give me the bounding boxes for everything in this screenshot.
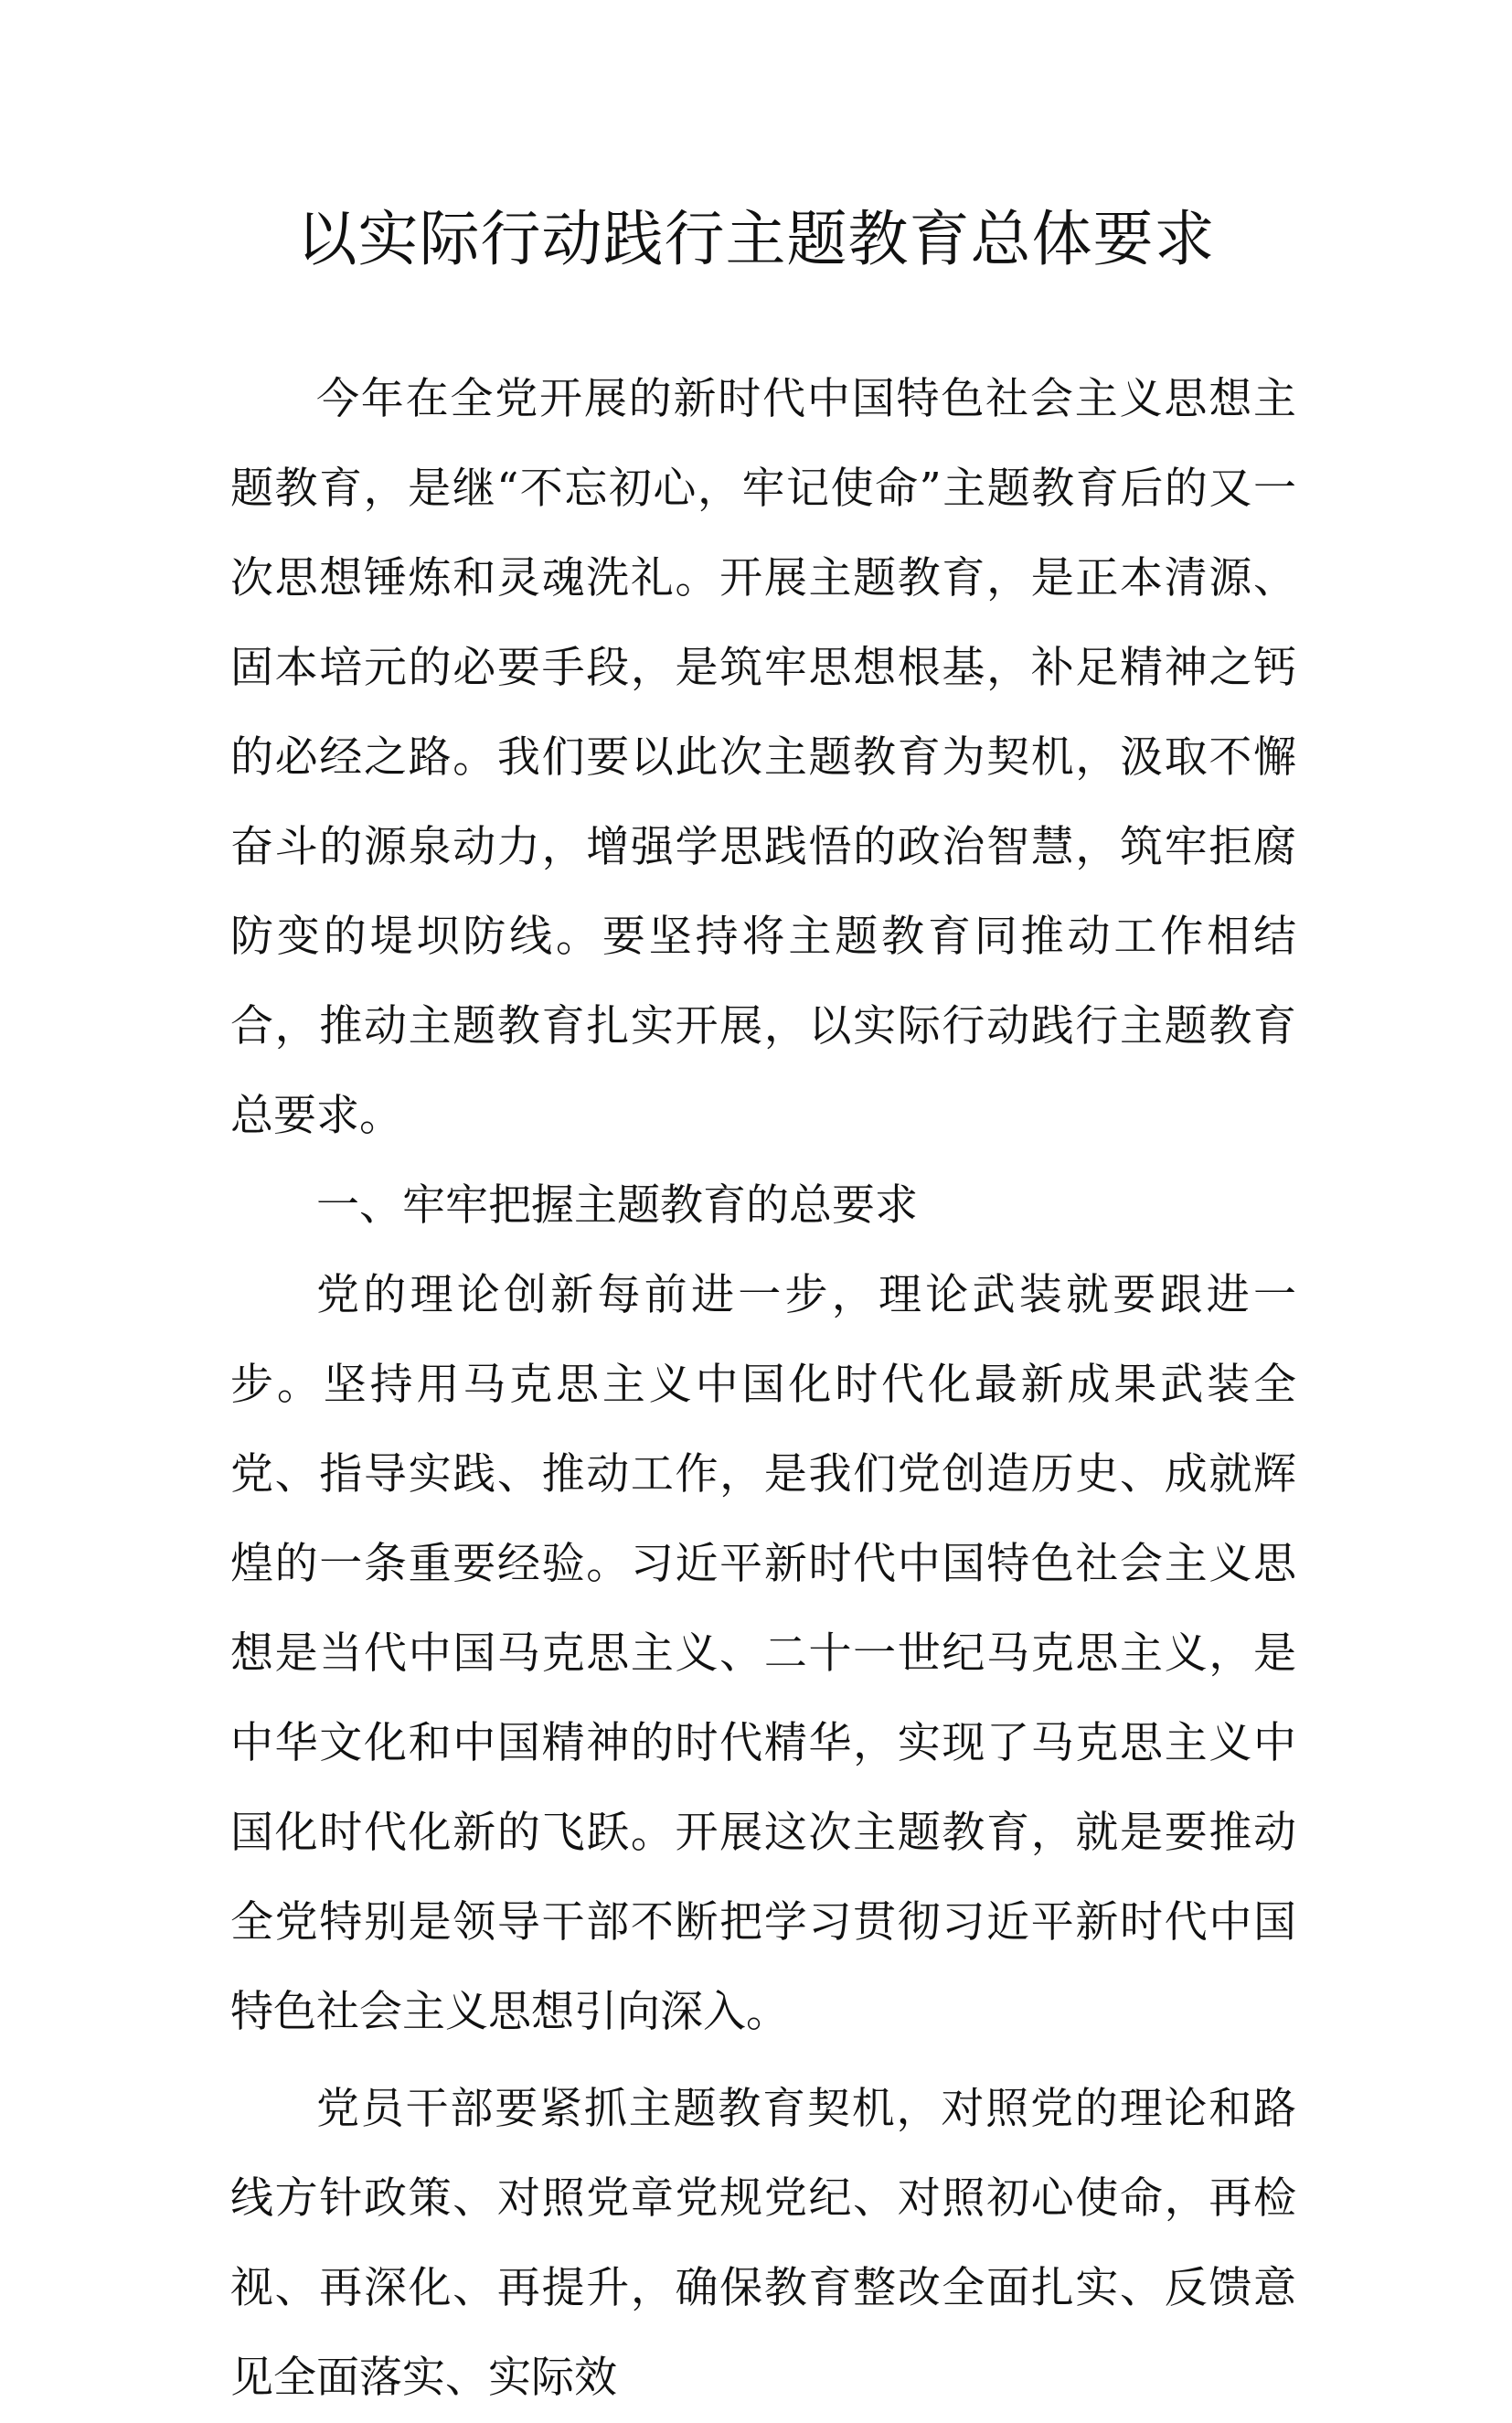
- section-heading-1: 一、牢牢把握主题教育的总要求: [316, 1180, 918, 1231]
- paragraph-cadres: 党员干部要紧抓主题教育契机，对照党的理论和路线方针政策、对照党章党规党纪、对照初心使命，再检视、再深化、再提升，确保教育整改全面扎实、反馈意见全面落实、实际效: [230, 2084, 1296, 2403]
- document-body: [230, 355, 1296, 2423]
- paragraph-theory: 党的理论创新每前进一步，理论武装就要跟进一步。坚持用马克思主义中国化时代化最新成果武装全党、指导实践、推动工作，是我们党创造历史、成就辉煌的一条重要经验。习近平新时代中国特色社会主义思想是当代中国马克思主义、二十一世纪马克思主义，是中华文化和中国精神的时代精华，实现了马克思主义中国化时代化新的飞跃。开展这次主题教育，就是要推动全党特别是领导干部不断把学习贯彻习近平新时代中国特色社会主义思想引向深入。: [230, 1270, 1296, 2037]
- paragraph-intro: 今年在全党开展的新时代中国特色社会主义思想主题教育，是继“不忘初心，牢记使命”主题教育后的又一次思想锤炼和灵魂洗礼。开展主题教育，是正本清源、固本培元的必要手段，是筑牢思想根基，补足精神之钙的必经之路。我们要以此次主题教育为契机，汲取不懈奋斗的源泉动力，增强学思践悟的政治智慧，筑牢拒腐防变的堤坝防线。要坚持将主题教育同推动工作相结合，推动主题教育扎实开展，以实际行动践行主题教育总要求。: [230, 374, 1296, 1141]
- document-title: 以实际行动践行主题教育总体要求: [296, 204, 1216, 274]
